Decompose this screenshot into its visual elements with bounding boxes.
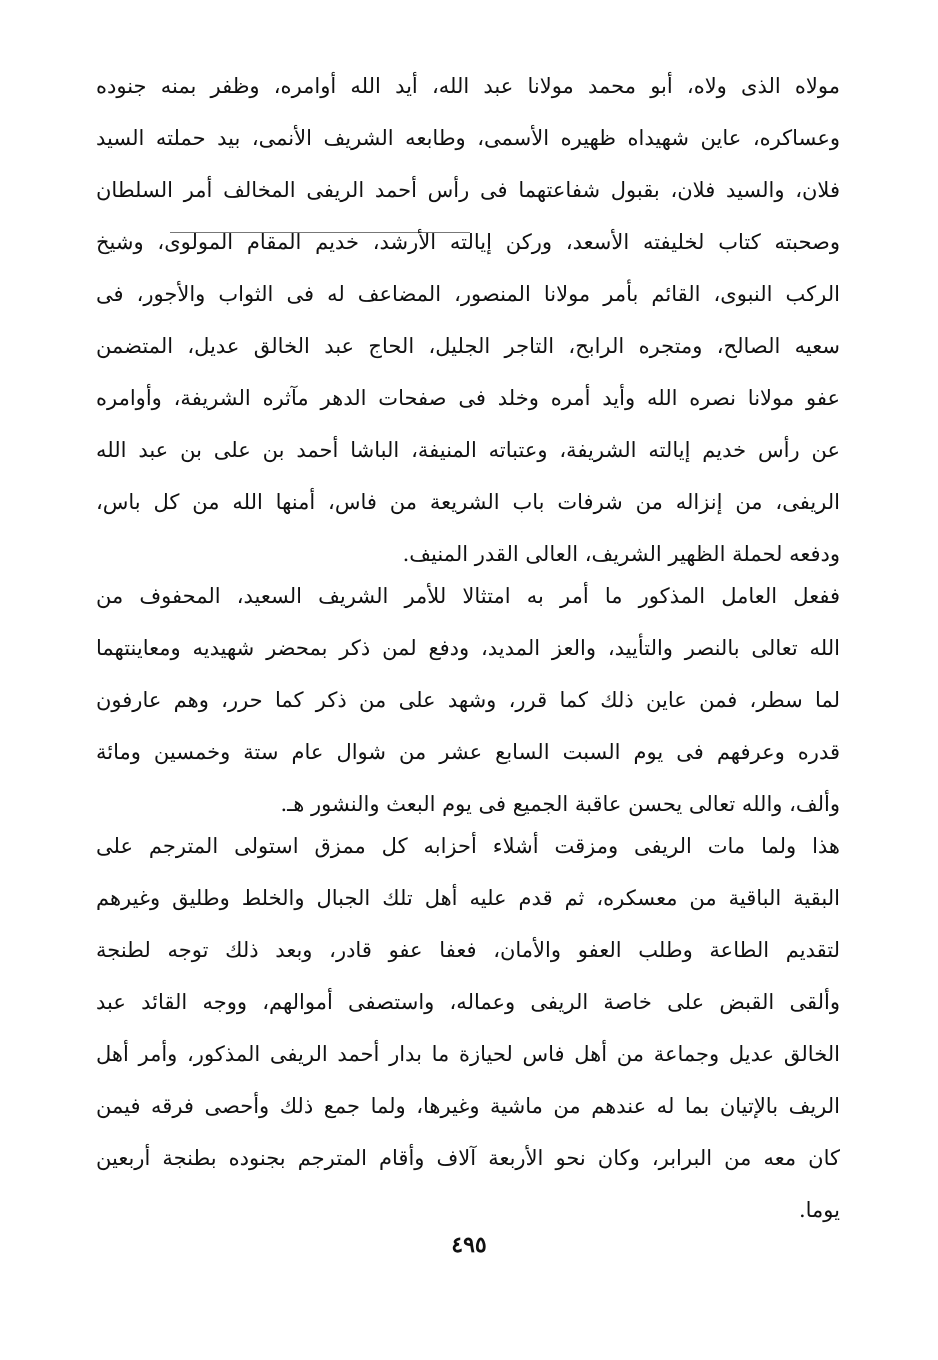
text-line: ففعل العامل المذكور ما أمر به امتثالا للأمر الشريف السعيد، المحفوف من bbox=[96, 584, 840, 608]
paragraph-3 bbox=[96, 820, 840, 1236]
text-line: وعساكره، عاين شهيداه ظهيره الأسمى، وطابعه الشريف الأنمى، بيد حملته السيد bbox=[96, 126, 840, 150]
text-line: عن رأس خديم إيالته الشريفة، وعتباته المنيفة، الباشا أحمد بن على بن عبد الله bbox=[96, 438, 840, 462]
text-line: وصحبته كتاب لخليفته الأسعد، وركن إيالته الأرشد، خديم المقام المولوى، وشيخ bbox=[96, 230, 840, 254]
page-number: ٤٩٥ bbox=[451, 1232, 487, 1258]
text-line: الريف بالإتيان بما له عندهم من ماشية وغيرها، ولما جمع ذلك وأحصى فرقه فيمن bbox=[96, 1094, 840, 1118]
text-line: هذا ولما مات الريفى ومزقت أشلاء أحزابه كل ممزق استولى المترجم على bbox=[96, 834, 840, 858]
text-line: الخالق عديل وجماعة من أهل فاس لحيازة ما بدار أحمد الريفى المذكور، وأمر أهل bbox=[96, 1042, 840, 1066]
text-line: وألف، والله تعالى يحسن عاقبة الجميع فى يوم البعث والنشور هـ. bbox=[280, 792, 840, 816]
text-line: لتقديم الطاعة وطلب العفو والأمان، فعفا عفو قادر، وبعد ذلك توجه لطنجة bbox=[96, 938, 840, 962]
text-line: الريفى، من إنزاله من شرفات باب الشريعة من فاس، أمنها الله من كل باس، bbox=[96, 490, 840, 514]
text-line: يوما. bbox=[798, 1198, 840, 1222]
text-line: مولاه الذى ولاه، أبو محمد مولانا عبد الله، أيد الله أوامره، وظفر بمنه جنوده bbox=[96, 74, 840, 98]
text-line: ودفعه لحملة الظهير الشريف، العالى القدر المنيف. bbox=[402, 542, 840, 566]
text-line: سعيه الصالح، ومتجره الرابح، التاجر الجليل، الحاج عبد الخالق عديل، المتضمن bbox=[96, 334, 840, 358]
text-line: لما سطر، فمن عاين ذلك كما قرر، وشهد على من ذكر كما حرر، وهم عارفون bbox=[96, 688, 840, 712]
text-line: كان معه من البرابر، وكان نحو الأربعة آلاف وأقام المترجم بجنوده بطنجة أربعين bbox=[96, 1146, 840, 1170]
paragraph-1 bbox=[96, 60, 840, 580]
text-line: الله تعالى بالنصر والتأييد، والعز المديد، ودفع لمن ذكر بمحضر شهيديه ومعاينتهما bbox=[96, 636, 840, 660]
text-line: البقية الباقية من معسكره، ثم قدم عليه أهل تلك الجبال والخلط وطليق وغيرهم bbox=[96, 886, 840, 910]
text-line: فلان، والسيد فلان، بقبول شفاعتهما فى رأس أحمد الريفى المخالف أمر السلطان bbox=[96, 178, 840, 202]
text-line: عفو مولانا نصره الله وأيد أمره وخلد فى صفحات الدهر مآثره الشريفة، وأوامره bbox=[96, 386, 840, 410]
text-line: الركب النبوى، القائم بأمر مولانا المنصور، المضاعف له فى الثواب والأجور، فى bbox=[96, 282, 840, 306]
paragraph-2 bbox=[96, 570, 840, 830]
text-line: وألقى القبض على خاصة الريفى وعماله، واستصفى أموالهم، ووجه القائد عبد bbox=[96, 990, 840, 1014]
text-line: قدره وعرفهم فى يوم السبت السابع عشر من شوال عام ستة وخمسين ومائة bbox=[96, 740, 840, 764]
